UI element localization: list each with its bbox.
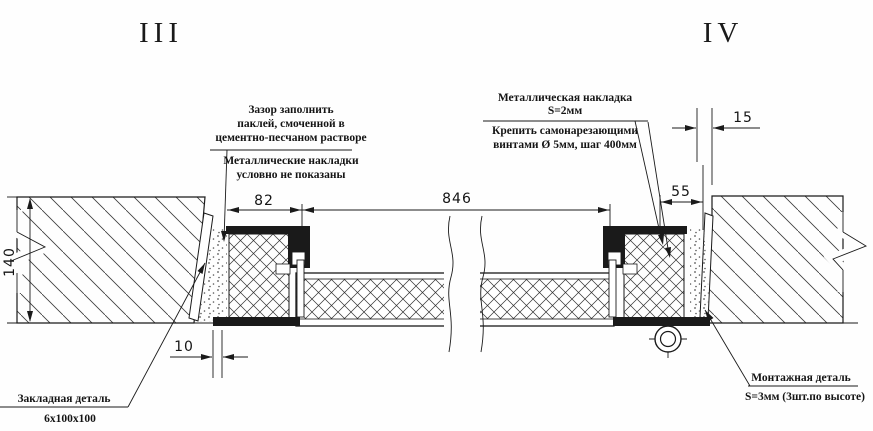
left-wall-hatch [17,197,205,323]
note-plates-hidden-line1: Металлические накладки [223,155,359,167]
right-frame-metal-edge [609,260,616,317]
dimension-frame-depth [227,193,302,226]
left-frame-metal-edge [297,260,304,317]
note-metal-overlay-leader [635,121,662,242]
right-frame-metal-channel-top [603,226,687,234]
dim-10-label: 10 [174,339,194,355]
left-frame-metal-channel-bottom [213,317,300,326]
dimension-strike-offset [660,165,703,230]
dimension-right-gap [672,108,760,185]
mounting-part-line1: Монтажная деталь [751,372,851,384]
left-wall-section [11,197,205,323]
note-gap-fill-line3: цементно-песчаном растворе [215,132,367,144]
note-metal-overlay-line2: S=2мм [547,105,583,117]
dim-846-label: 846 [442,191,472,207]
left-frame-timber [229,234,289,318]
note-metal-overlay [483,92,664,245]
right-wall-break-gap [833,212,866,292]
note-metal-overlay-line1: Металлическая накладка [497,92,633,104]
dim-15-label: 15 [733,110,753,126]
right-frame-timber [624,234,684,318]
door-leaf [296,215,614,355]
right-wall-hatch [702,196,843,323]
note-plates-hidden [223,155,359,181]
note-gap-fill-line2: паклей, смоченной в [237,118,345,130]
dim-82-label: 82 [254,193,274,209]
section-label-right: IV [702,17,744,49]
pivot-outer-circle [655,326,681,352]
dim-55-label: 55 [671,184,691,200]
right-wall-section [702,196,866,323]
embedded-part-line2: 6x100x100 [44,413,96,425]
left-frame-metal-channel-top [226,226,310,234]
right-frame-angle [623,264,637,274]
note-plates-hidden-line2: условно не показаны [236,169,346,181]
right-frame-metal-channel-bottom [613,317,710,326]
left-frame-angle [276,264,290,274]
note-gap-fill-line1: Зазор заполнить [248,104,334,116]
note-fastening-line1: Крепить самонарезающими [492,125,638,137]
mounting-part-line2: S=3мм (3шт.по высоте) [745,391,865,403]
note-fastening-line2: винтами Ø 5мм, шаг 400мм [493,139,637,151]
dimension-left-gap [170,330,248,378]
section-label-left: III [139,17,183,49]
embedded-part-line1: Закладная деталь [17,393,111,405]
callout-mounting-part [705,310,865,403]
dim-140-label: 140 [2,247,18,277]
